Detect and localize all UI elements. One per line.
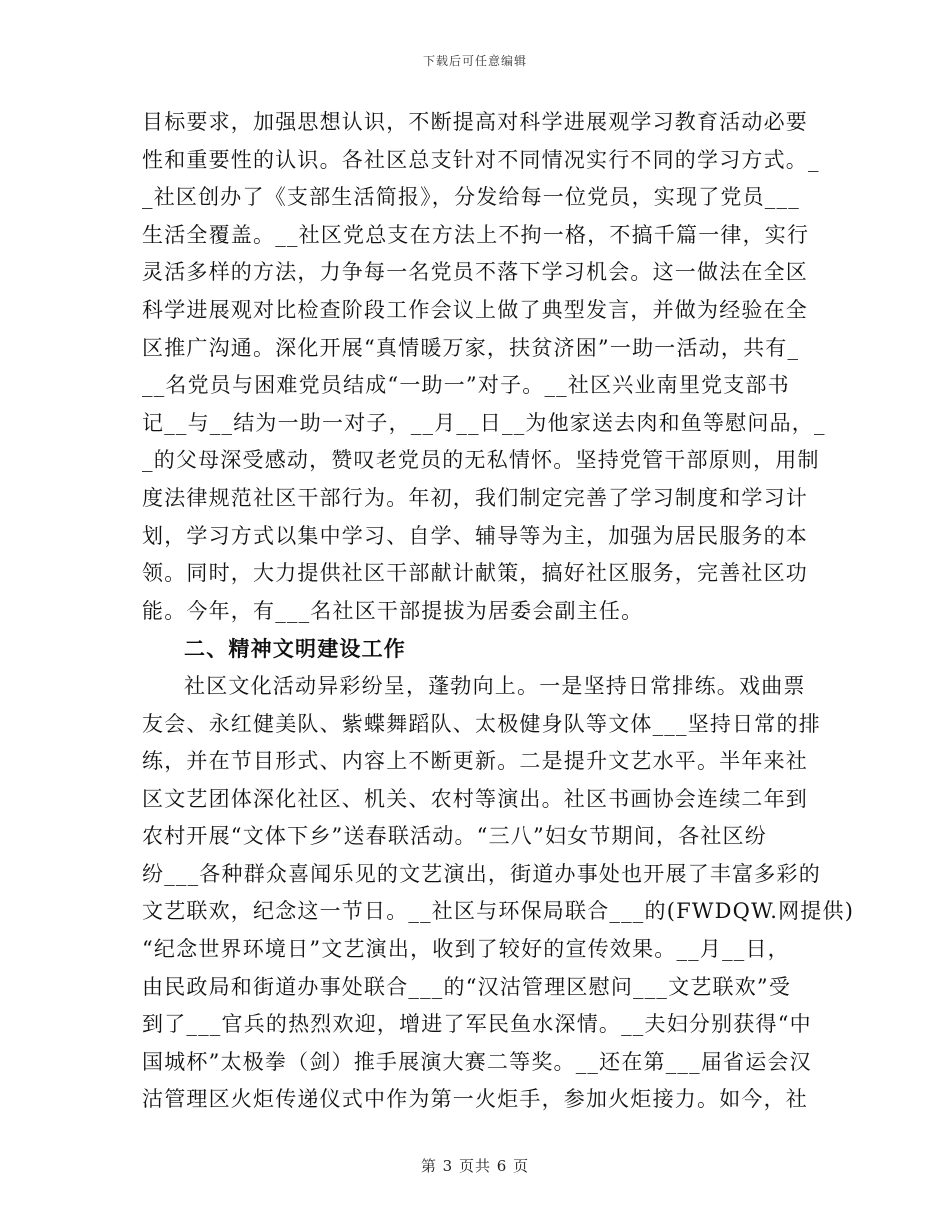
body-line: 国城杯”太极拳（剑）推手展演大赛二等奖。__还在第___届省运会汉 <box>142 1049 812 1074</box>
paragraph-first-line: 社区文化活动异彩纷呈，蓬勃向上。一是坚持日常排练。戏曲票 <box>184 673 806 698</box>
body-line: 生活全覆盖。__社区党总支在方法上不拘一格，不搞千篇一律，实行 <box>142 222 810 247</box>
body-line: 到了___官兵的热烈欢迎，增进了军民鱼水深情。__夫妇分别获得“中 <box>142 1012 812 1037</box>
body-line: 记__与__结为一助一对子，__月__日__为他家送去肉和鱼等慰问品，_ <box>142 410 826 435</box>
body-line: 沽管理区火炬传递仪式中作为第一火炬手，参加火炬接力。如今，社 <box>142 1087 808 1112</box>
body-line: _的父母深受感动，赞叹老党员的无私情怀。坚持党管干部原则，用制 <box>142 448 820 473</box>
body-line: 练，并在节目形式、内容上不断更新。二是提升文艺水平。半年来社 <box>142 749 808 774</box>
body-line: 目标要求，加强思想认识，不断提高对科学进展观学习教育活动必要 <box>142 110 808 134</box>
body-line: “纪念世界环境日”文艺演出，收到了较好的宣传效果。__月__日， <box>142 937 790 962</box>
page-number: 第 3 页共 6 页 <box>420 1157 530 1175</box>
body-line: 划，学习方式以集中学习、自学、辅导等为主，加强为居民服务的本 <box>142 523 808 548</box>
body-line: 区文艺团体深化社区、机关、农村等演出。社区书画协会连续二年到 <box>142 786 808 811</box>
body-line: 性和重要性的认识。各社区总支针对不同情况实行不同的学习方式。_ <box>142 147 820 172</box>
body-line: 文艺联欢，纪念这一节日。__社区与环保局联合___的(FWDQW.网提供) <box>142 899 855 924</box>
section-heading: 二、精神文明建设工作 <box>184 636 406 662</box>
body-line: 农村开展“文体下乡”送春联活动。“三八”妇女节期间，各社区纷 <box>142 824 767 849</box>
body-line: 友会、永红健美队、紫蝶舞蹈队、太极健身队等文体___坚持日常的排 <box>142 711 821 736</box>
document-body <box>142 104 855 1119</box>
page-header: 下载后可任意编辑 <box>422 54 527 68</box>
body-line: 纷___各种群众喜闻乐见的文艺演出，街道办事处也开展了丰富多彩的 <box>142 861 821 886</box>
body-line: _社区创办了《支部生活简报》，分发给每一位党员，实现了党员___ <box>142 185 800 210</box>
body-line: 灵活多样的方法，力争每一名党员不落下学习机会。这一做法在全区 <box>142 260 808 285</box>
body-line: 区推广沟通。深化开展“真情暖万家，扶贫济困”一助一活动，共有_ <box>142 335 800 360</box>
body-line: 科学进展观对比检查阶段工作会议上做了典型发言，并做为经验在全 <box>142 297 808 322</box>
body-line: 能。今年，有___名社区干部提拔为居委会副主任。 <box>142 598 644 623</box>
body-line: 领。同时，大力提供社区干部献计献策，搞好社区服务，完善社区功 <box>142 561 808 586</box>
body-line: 度法律规范社区干部行为。年初，我们制定完善了学习制度和学习计 <box>142 485 808 510</box>
body-line: __名党员与困难党员结成“一助一”对子。__社区兴业南里党支部书 <box>142 373 790 398</box>
body-line: 由民政局和街道办事处联合___的“汉沽管理区慰问___文艺联欢”受 <box>142 974 792 999</box>
